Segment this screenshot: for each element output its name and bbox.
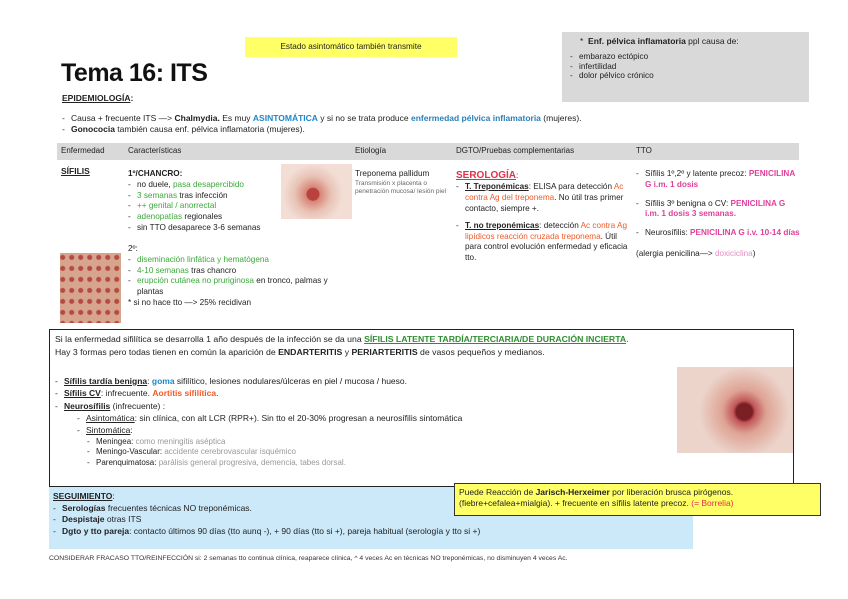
tto-item: - Neurosífilis: PENICILINA G i.v. 10-14 días [636,228,801,239]
latente-forms-list [55,375,675,469]
header-dgto: DGTO/Pruebas complementarias [456,146,575,155]
note-grey-item: - dolor pélvico crónico [570,71,801,80]
epi-item: - Gonococia también causa enf. pélvica inflamatoria (mujeres). [62,124,762,135]
dgto-item: - T. Treponémicas: ELISA para detección Ac contra Ag del treponema. No útil tras primer contacto, siempre +. [456,182,628,214]
note-epi-complications [562,32,809,102]
tto-item: - Sífilis 1º,2º y latente precoz: PENICILINA G i.m. 1 dosis [636,169,801,191]
latente-form-benigna: - Sífilis tardía benigna: goma sifilítico, lesiones nodulares/úlceras en piel / mucosa / hueso. [55,375,675,387]
header-etiologia: Etiología [355,146,387,155]
disease-name: SÍFILIS [61,166,90,176]
latente-form-neuro: - Neurosífilis (infrecuente) : [55,400,675,412]
note-grey-title: * Enf. pélvica inflamatoria ppl causa de: [580,36,739,46]
tto-alergia: (alergia penicilina—> doxiciclina) [636,249,756,259]
note-grey-item: - embarazo ectópico [570,52,801,61]
chancro-item: - no duele, pasa desapercibido [128,180,358,191]
caracteristicas-cell [128,169,358,309]
note-grey-item: - infertilidad [570,62,801,71]
jarisch-note: Puede Reacción de Jarisch-Herxeimer por liberación brusca pirógenos. (fiebre+cefalea+mialgia). + frecuente en sífilis latente precoz. (= Borrelia) [454,483,821,516]
seguimiento-heading: SEGUIMIENTO: [53,491,115,501]
chancro-item: - sin TTO desaparece 3-6 semanas [128,223,358,234]
rash-photo [60,253,121,323]
secondary-item: - erupción cutánea no pruriginosa en tronco, palmas y plantas [128,276,346,298]
table-header [57,143,799,160]
secondary-item: - diseminación linfática y hematógena [128,255,346,266]
epidemiologia-list [62,113,762,135]
epidemiologia-heading: EPIDEMIOLOGÍA: [62,93,134,103]
header-enfermedad: Enfermedad [61,146,105,155]
latente-intro: Si la enfermedad sifilítica se desarrolla 1 año después de la infección se da una SÍFILIS LATENTE TARDÍA/TERCIARIA/DE DURACIÓN INCIERTA. Hay 3 formas pero todas tienen en común la aparición de ENDARTERITIS y PERIARTERITIS de vasos pequeños y medianos. [55,334,629,357]
seguimiento-item: - Dgto y tto pareja: contacto últimos 90 días (tto aunq -), + 90 días (tto si +), pareja habitual (serología y tto si +) [53,526,689,538]
epi-item: - Causa + frecuente ITS —> Chalmydia. Es muy ASINTOMÁTICA y si no se trata produce enfermedad pélvica inflamatoria (mujeres). [62,113,762,124]
seguimiento-item: - Despistaje otras ITS [53,514,689,526]
footer-note: CONSIDERAR FRACASO TTO/REINFECCIÓN si: 2 semanas tto continua clínica, reaparece clínica, ^ 4 veces Ac en técnicas NO treponémicas, no disminuyen 4 veces Ac. [49,555,568,562]
sintomatica-item: - Meningo-Vascular: accidente cerebrovascular isquémico [87,447,675,458]
latente-form-cv: - Sífilis CV: infrecuente. Aortitis sifilítica. [55,387,675,399]
secondary-title: 2º: [128,243,138,253]
neuro-sintomatica: - Sintomática: [77,424,675,436]
sintomatica-item: - Parenquimatosa: parálisis general progresiva, demencia, tabes dorsal. [87,458,675,469]
page-title: Tema 16: ITS [61,59,208,87]
header-tto: TTO [636,146,652,155]
tto-item: - Sífilis 3º benigna o CV: PENICILINA G i.m. 1 dosis 3 semanas. [636,199,801,221]
seguimiento-item: - Serologías frecuentes técnicas NO treponémicas. [53,503,689,515]
dgto-item: - T. no treponémicas: detección Ac contra Ag lipídicos reacción cruzada treponema. Útil para control evolución enfermedad y eficacia tto. [456,221,628,264]
secondary-item: - 4-10 semanas tras chancro [128,266,346,277]
tto-cell [636,169,801,260]
etiologia-cell [355,169,447,196]
serologia-title: SEROLOGÍA: [456,170,519,181]
etiologia-transmision: Transmisión x placenta o penetración mucosa/ lesión piel [355,179,447,195]
recidiva-note: * si no hace tto —> 25% recidivan [128,298,252,308]
dgto-cell [456,169,628,264]
etiologia-name: Treponema pallidum [355,169,430,178]
goma-photo [677,367,793,453]
note-asintomatico: Estado asintomático también transmite [245,37,457,57]
chancro-title: 1º/CHANCRO: [128,169,183,178]
chancro-item: - ++ genital / anorrectal [128,201,358,212]
chancro-item: - adenopatías regionales [128,212,358,223]
chancro-item: - 3 semanas tras infección [128,191,358,202]
header-caracteristicas: Características [128,146,182,155]
neuro-asintomatica: - Asintomática: sin clínica, con alt LCR (RPR+). Sin tto el 20-30% progresan a neurosífilis sintomática [77,412,675,424]
sintomatica-item: - Meningea: como meningitis aséptica [87,437,675,448]
